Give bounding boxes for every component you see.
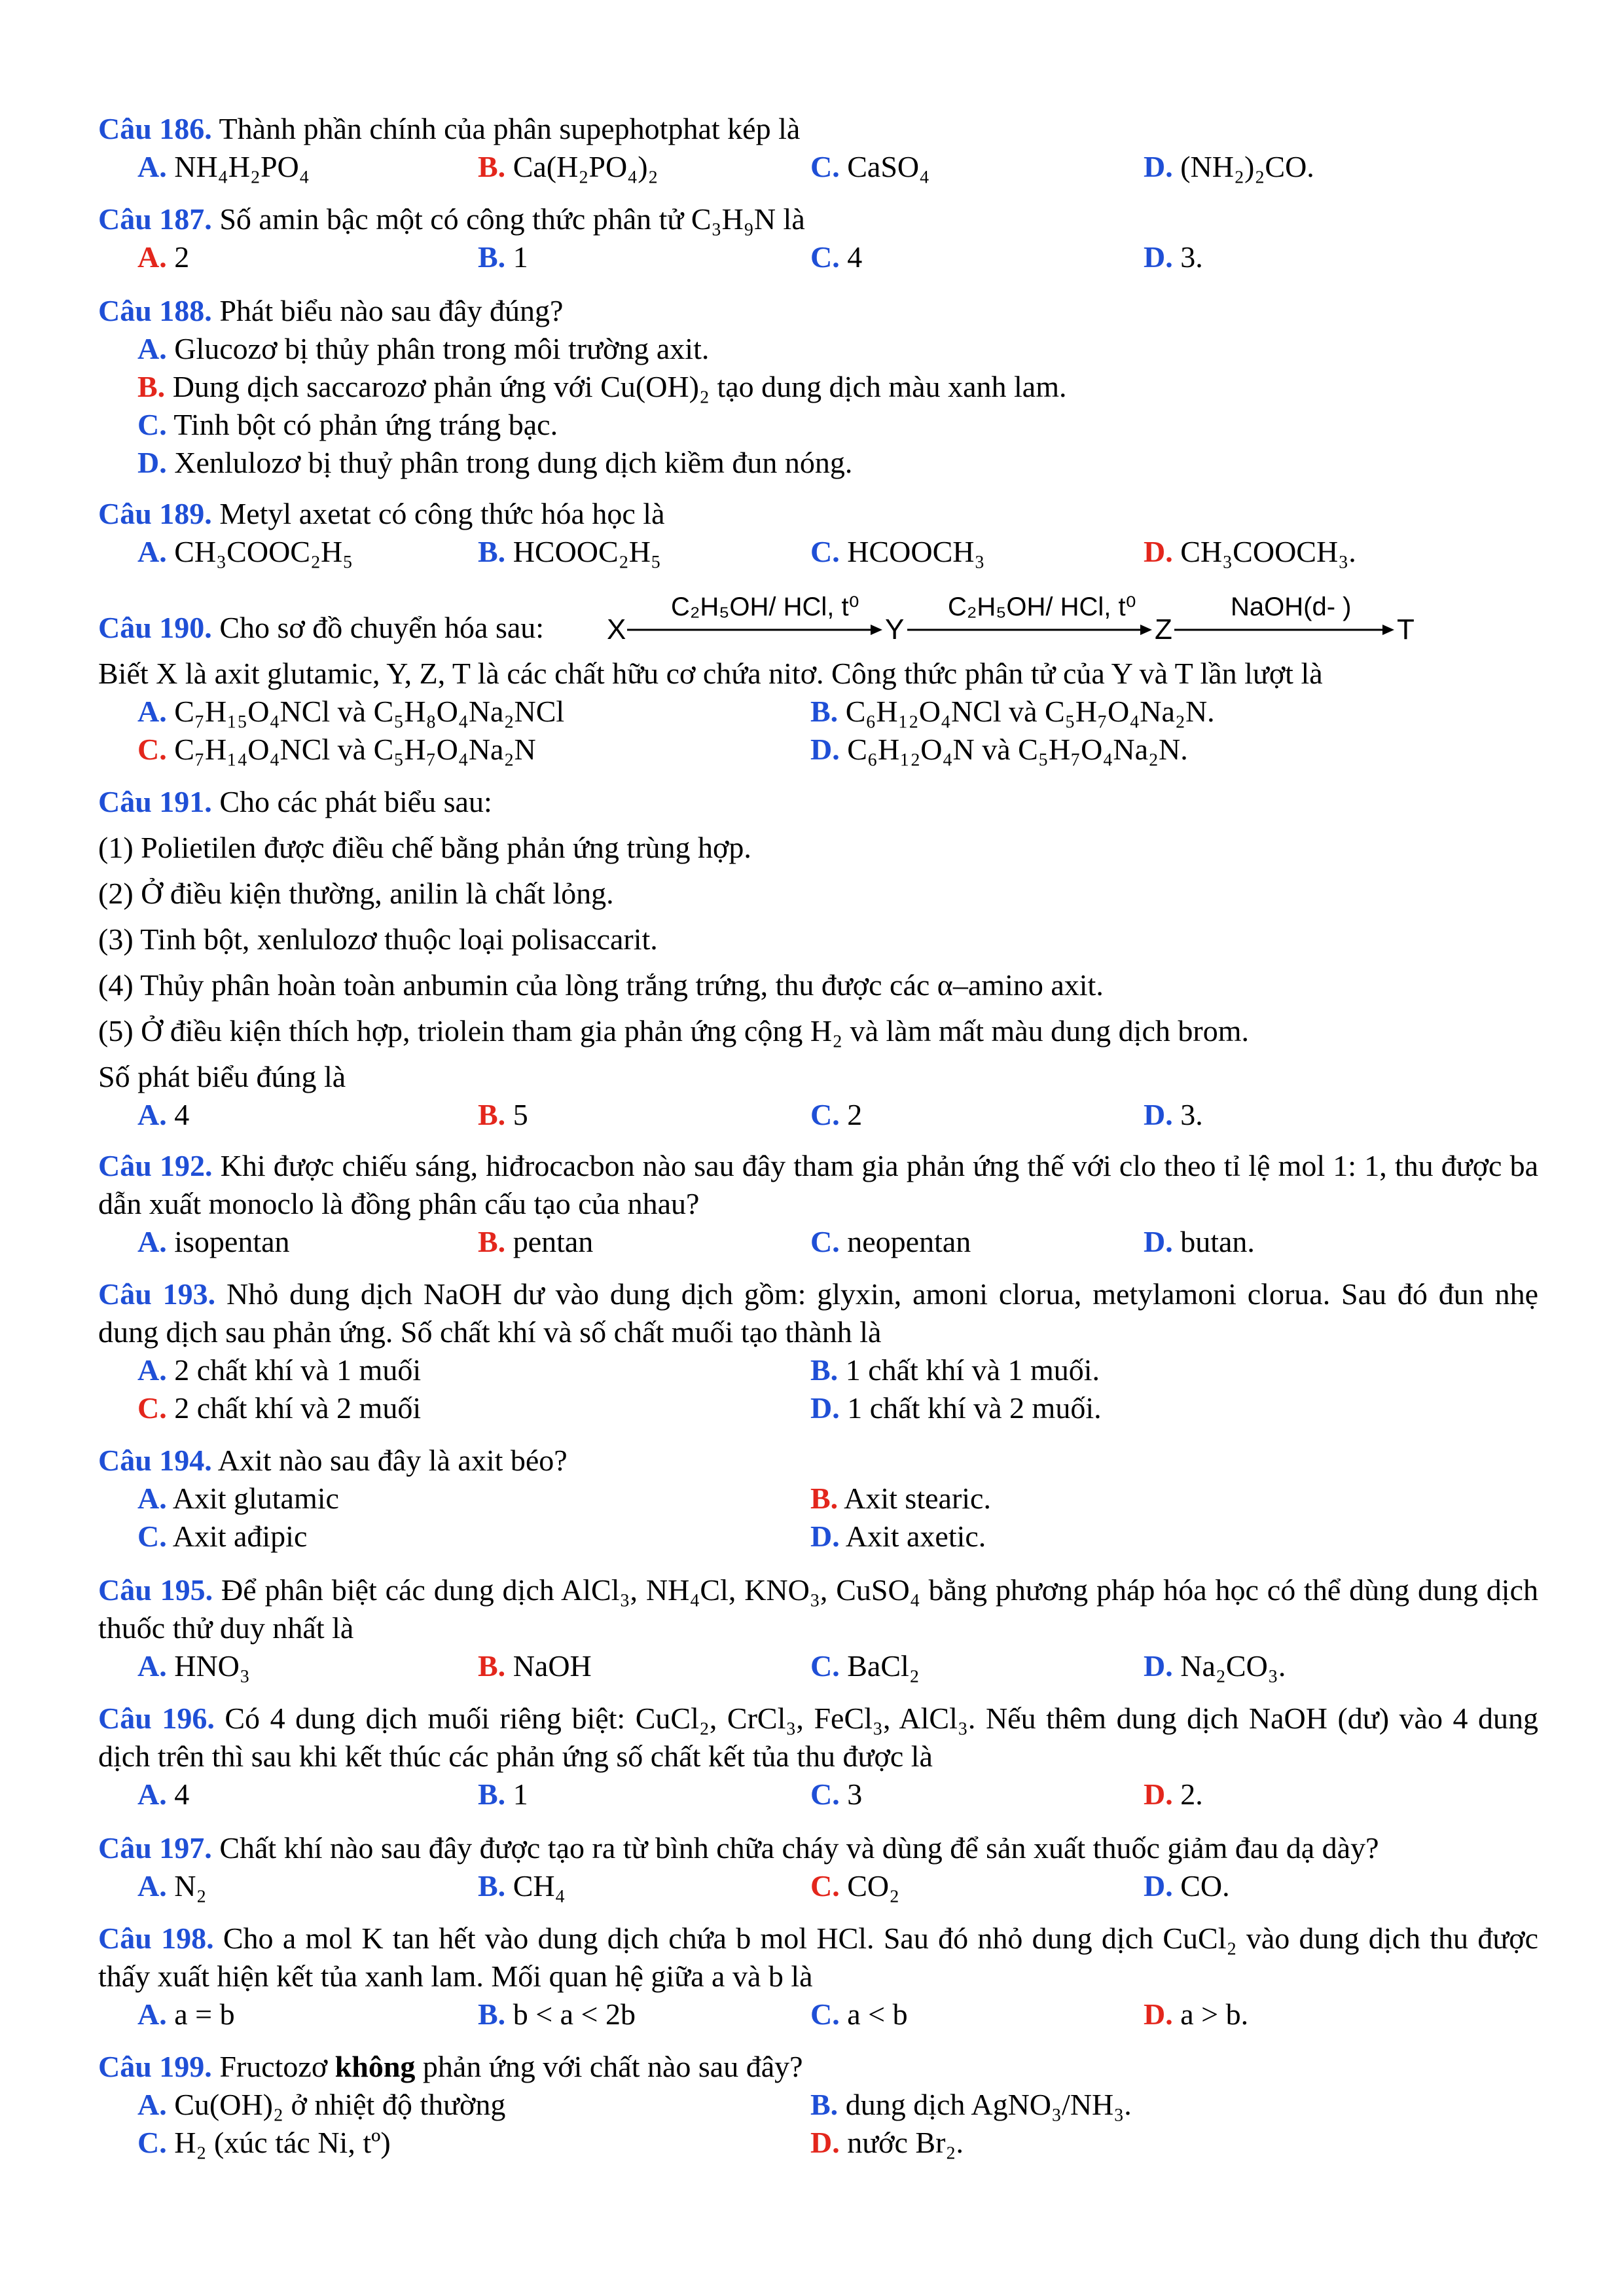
option-c[interactable]: C. Axit ađipic bbox=[137, 1520, 308, 1553]
option-c[interactable]: C. a < b bbox=[810, 1997, 908, 2031]
question-195 bbox=[98, 1571, 1538, 1685]
question-192 bbox=[98, 1147, 1538, 1261]
question-number: Câu 198. bbox=[98, 1922, 214, 1955]
option-b[interactable]: B. b < a < 2b bbox=[478, 1997, 636, 2031]
option-c[interactable]: C. 4 bbox=[810, 240, 863, 274]
option-b[interactable]: B. 1 chất khí và 1 muối. bbox=[810, 1353, 1100, 1387]
option-a[interactable]: A. CH₃COOC₂H₅ bbox=[137, 535, 353, 568]
option-b[interactable]: B. Ca(H₂PO₄)₂ bbox=[478, 150, 659, 183]
question-number: Câu 199. bbox=[98, 2050, 212, 2083]
question-number: Câu 196. bbox=[98, 1702, 215, 1735]
compound-y: Y bbox=[885, 613, 905, 646]
option-a[interactable]: A. 4 bbox=[137, 1777, 190, 1811]
option-b[interactable]: B. CH₄ bbox=[478, 1869, 566, 1903]
option-d[interactable]: D. CH₃COOCH₃. bbox=[1144, 535, 1356, 568]
statement-4: (4) Thủy phân hoàn toàn anbumin của lòng trắng trứng, thu được các α–amino axit. bbox=[98, 968, 1104, 1002]
arrow-1-label: C₂H₅OH/ HCl, t⁰ bbox=[671, 592, 859, 621]
option-d[interactable]: D. 3. bbox=[1144, 1098, 1203, 1131]
option-c[interactable]: C. CO₂ bbox=[810, 1869, 900, 1903]
question-186 bbox=[98, 110, 1538, 186]
question-text: Cho a mol K tan hết vào dung dịch chứa b mol HCl. Sau đó nhỏ dung dịch CuCl₂ vào dung dịch thu được thấy xuất hiện kết tủa xanh lam. Mối quan hệ giữa a và b là bbox=[98, 1922, 1538, 1993]
statement-ask: Số phát biểu đúng là bbox=[98, 1060, 346, 1093]
arrow-3-head bbox=[1382, 625, 1394, 635]
question-text-emphasis: không bbox=[334, 2050, 416, 2083]
question-188 bbox=[98, 292, 1538, 482]
option-c[interactable]: C. Tinh bột có phản ứng tráng bạc. bbox=[137, 408, 558, 441]
option-d[interactable]: D. butan. bbox=[1144, 1225, 1255, 1258]
question-number: Câu 197. bbox=[98, 1831, 212, 1865]
option-d[interactable]: D. 2. bbox=[1144, 1777, 1203, 1811]
question-193 bbox=[98, 1275, 1538, 1427]
option-c[interactable]: C. C₇H₁₄O₄NCl và C₅H₇O₄Na₂N bbox=[137, 733, 536, 766]
question-text-2: Biết X là axit glutamic, Y, Z, T là các chất hữu cơ chứa nitơ. Công thức phân tử của Y và T lần lượt là bbox=[98, 657, 1323, 690]
option-b[interactable]: B. C₆H₁₂O₄NCl và C₅H₇O₄Na₂N. bbox=[810, 695, 1215, 728]
option-b[interactable]: B. 1 bbox=[478, 1777, 528, 1811]
question-199 bbox=[98, 2048, 1538, 2162]
question-191 bbox=[98, 783, 1538, 1134]
option-d[interactable]: D. a > b. bbox=[1144, 1997, 1249, 2031]
option-c[interactable]: C. 3 bbox=[810, 1777, 863, 1811]
question-text: Thành phần chính của phân supephotphat kép là bbox=[219, 112, 801, 145]
question-196 bbox=[98, 1700, 1538, 1813]
arrow-2-head bbox=[1140, 625, 1152, 635]
option-d[interactable]: D. CO. bbox=[1144, 1869, 1230, 1903]
statement-2: (2) Ở điều kiện thường, anilin là chất lỏng. bbox=[98, 877, 614, 910]
option-c[interactable]: C. 2 bbox=[810, 1098, 863, 1131]
compound-z: Z bbox=[1155, 613, 1172, 646]
question-text: Metyl axetat có công thức hóa học là bbox=[219, 497, 665, 530]
option-d[interactable]: D. C₆H₁₂O₄N và C₅H₇O₄Na₂N. bbox=[810, 733, 1188, 766]
question-190-scheme bbox=[98, 583, 1538, 648]
option-a[interactable]: A. HNO₃ bbox=[137, 1649, 250, 1683]
option-d[interactable]: D. Na₂CO₃. bbox=[1144, 1649, 1286, 1683]
option-b[interactable]: B. dung dịch AgNO₃/NH₃. bbox=[810, 2088, 1132, 2121]
option-b[interactable]: B. NaOH bbox=[478, 1649, 592, 1683]
option-b[interactable]: B. pentan bbox=[478, 1225, 594, 1258]
question-text: Chất khí nào sau đây được tạo ra từ bình chữa cháy và dùng để sản xuất thuốc giảm đau dạ dày? bbox=[219, 1831, 1379, 1865]
question-number: Câu 188. bbox=[98, 294, 212, 327]
compound-x: X bbox=[607, 613, 626, 646]
question-number: Câu 186. bbox=[98, 112, 212, 145]
question-number: Câu 193. bbox=[98, 1277, 216, 1311]
statement-3: (3) Tinh bột, xenlulozơ thuộc loại polisaccarit. bbox=[98, 922, 658, 956]
option-a[interactable]: A. NH₄H₂PO₄ bbox=[137, 150, 310, 183]
question-text: Số amin bậc một có công thức phân tử C₃H₉N là bbox=[219, 202, 805, 236]
question-number: Câu 194. bbox=[98, 1444, 212, 1477]
question-text-rest: phản ứng với chất nào sau đây? bbox=[422, 2050, 803, 2083]
question-190 bbox=[98, 655, 1538, 769]
question-text: Phát biểu nào sau đây đúng? bbox=[219, 294, 564, 327]
option-d[interactable]: D. 3. bbox=[1144, 240, 1203, 274]
option-a[interactable]: A. isopentan bbox=[137, 1225, 290, 1258]
question-189 bbox=[98, 495, 1538, 571]
question-text: Axit nào sau đây là axit béo? bbox=[217, 1444, 568, 1477]
question-number: Câu 195. bbox=[98, 1573, 213, 1607]
option-a[interactable]: A. 2 chất khí và 1 muối bbox=[137, 1353, 422, 1387]
question-text: Cho sơ đồ chuyển hóa sau: bbox=[219, 611, 545, 644]
option-a[interactable]: A. C₇H₁₅O₄NCl và C₅H₈O₄Na₂NCl bbox=[137, 695, 565, 728]
question-text: Nhỏ dung dịch NaOH dư vào dung dịch gồm: glyxin, amoni clorua, metylamoni clorua. Sau đó đun nhẹ dung dịch sau phản ứng. Số chất khí và số chất muối tạo thành là bbox=[98, 1277, 1538, 1349]
option-d[interactable]: D. Axit axetic. bbox=[810, 1520, 986, 1553]
arrow-2-label: C₂H₅OH/ HCl, t⁰ bbox=[948, 592, 1136, 621]
question-number: Câu 191. bbox=[98, 785, 212, 818]
arrow-3-label: NaOH(d- ) bbox=[1231, 592, 1352, 621]
option-a[interactable]: A. Cu(OH)₂ ở nhiệt độ thường bbox=[137, 2088, 506, 2121]
question-number: Câu 192. bbox=[98, 1149, 213, 1182]
option-a[interactable]: A. Axit glutamic bbox=[137, 1482, 339, 1515]
option-a[interactable]: A. 2 bbox=[137, 240, 190, 274]
option-c[interactable]: C. HCOOCH₃ bbox=[810, 535, 985, 568]
option-b[interactable]: B. Axit stearic. bbox=[810, 1482, 991, 1515]
option-a[interactable]: A. Glucozơ bị thủy phân trong môi trường axit. bbox=[137, 332, 710, 365]
question-187 bbox=[98, 200, 1538, 276]
question-number: Câu 189. bbox=[98, 497, 212, 530]
option-b[interactable]: B. 5 bbox=[478, 1098, 528, 1131]
option-b[interactable]: B. Dung dịch saccarozơ phản ứng với Cu(OH)₂ tạo dung dịch màu xanh lam. bbox=[137, 370, 1067, 403]
compound-t: T bbox=[1397, 613, 1415, 646]
question-text: Để phân biệt các dung dịch AlCl₃, NH₄Cl, KNO₃, CuSO₄ bằng phương pháp hóa học có thể dùng dung dịch thuốc thử duy nhất là bbox=[98, 1573, 1538, 1645]
question-198 bbox=[98, 1920, 1538, 2033]
option-b[interactable]: B. 1 bbox=[478, 240, 528, 274]
option-c[interactable]: C. neopentan bbox=[810, 1225, 971, 1258]
option-a[interactable]: A. N₂ bbox=[137, 1869, 207, 1903]
option-c[interactable]: C. 2 chất khí và 2 muối bbox=[137, 1391, 422, 1425]
option-d[interactable]: D. nước Br₂. bbox=[810, 2126, 964, 2159]
option-b[interactable]: B. HCOOC₂H₅ bbox=[478, 535, 662, 568]
statement-5: (5) Ở điều kiện thích hợp, triolein tham gia phản ứng cộng H₂ và làm mất màu dung dịch brom. bbox=[98, 1014, 1249, 1048]
question-text: Cho các phát biểu sau: bbox=[219, 785, 492, 818]
option-a[interactable]: A. 4 bbox=[137, 1098, 190, 1131]
option-c[interactable]: C. BaCl₂ bbox=[810, 1649, 920, 1683]
option-d[interactable]: D. (NH₂)₂CO. bbox=[1144, 150, 1314, 183]
question-number: Câu 190. bbox=[98, 611, 212, 644]
arrow-1-head bbox=[871, 625, 882, 635]
question-number: Câu 187. bbox=[98, 202, 212, 236]
question-text: Khi được chiếu sáng, hiđrocacbon nào sau đây tham gia phản ứng thế với clo theo tỉ lệ mol 1: 1, thu được ba dẫn xuất monoclo là đồng phân cấu tạo của nhau? bbox=[98, 1149, 1538, 1220]
reaction-scheme bbox=[98, 583, 1538, 648]
option-c[interactable]: C. H₂ (xúc tác Ni, tº) bbox=[137, 2126, 391, 2159]
question-194 bbox=[98, 1442, 1538, 1556]
option-d[interactable]: D. 1 chất khí và 2 muối. bbox=[810, 1391, 1102, 1425]
question-text: Fructozơ bbox=[219, 2050, 328, 2083]
option-a[interactable]: A. a = b bbox=[137, 1997, 235, 2031]
option-d[interactable]: D. Xenlulozơ bị thuỷ phân trong dung dịch kiềm đun nóng. bbox=[137, 446, 853, 479]
question-text: Có 4 dung dịch muối riêng biệt: CuCl₂, CrCl₃, FeCl₃, AlCl₃. Nếu thêm dung dịch NaOH (dư) vào 4 dung dịch trên thì sau khi kết thúc các phản ứng số chất kết tủa thu được là bbox=[98, 1702, 1538, 1773]
statement-1: (1) Polietilen được điều chế bằng phản ứng trùng hợp. bbox=[98, 831, 751, 864]
question-197 bbox=[98, 1829, 1538, 1905]
option-c[interactable]: C. CaSO₄ bbox=[810, 150, 930, 183]
